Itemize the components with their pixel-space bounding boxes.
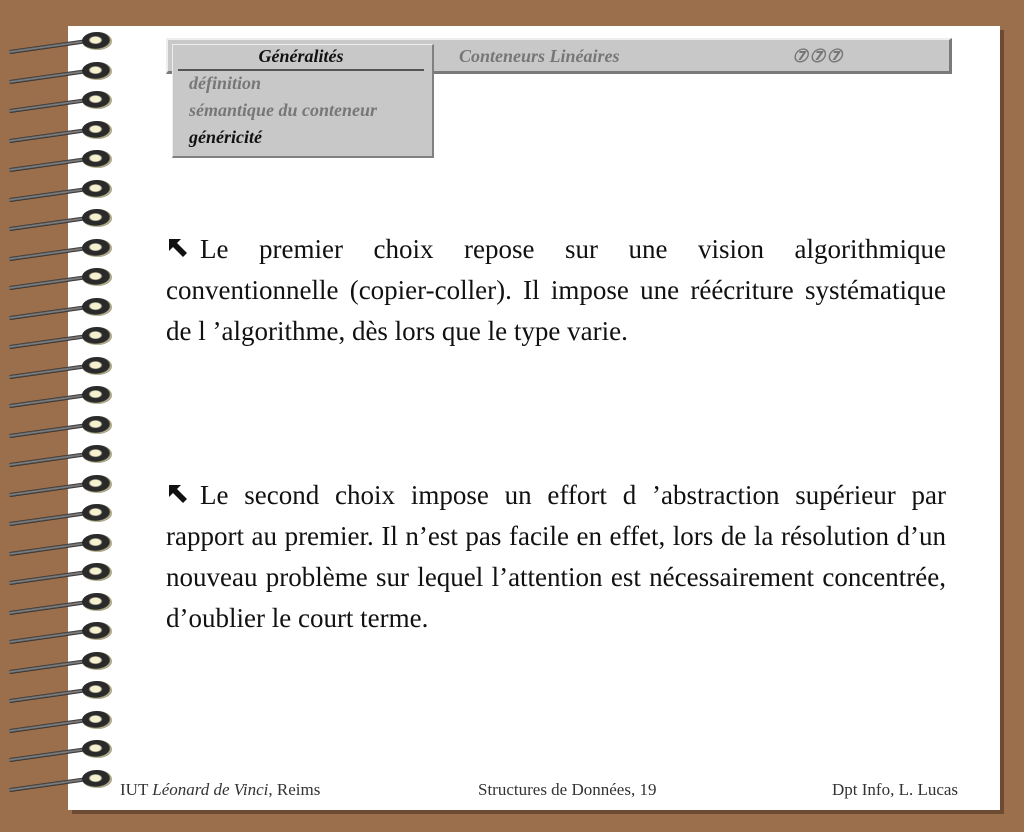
spiral-ring xyxy=(8,709,112,733)
footer-course-page: Structures de Données, 19 xyxy=(478,780,657,799)
spiral-ring xyxy=(8,414,112,438)
paragraph-1 xyxy=(166,229,946,352)
spiral-ring xyxy=(8,237,112,261)
spiral-ring xyxy=(8,443,112,467)
footer-institution-city: , Reims xyxy=(268,780,321,799)
spiral-ring xyxy=(8,384,112,408)
nav-subitem-semantique[interactable]: sémantique du conteneur xyxy=(189,100,378,120)
paragraph-2-text: Le second choix impose un effort d ’abstraction supérieur par rapport au premier. Il n’est pas facile en effet, lors de la résolution d’un nouveau problème sur lequel l’attention est nécessairement concentrée, d’oublier le court terme. xyxy=(166,480,946,633)
spiral-ring xyxy=(8,768,112,792)
spiral-ring xyxy=(8,532,112,556)
nav-symbols[interactable]: ⑦⑦⑦ xyxy=(792,46,844,66)
spiral-ring xyxy=(8,650,112,674)
spiral-ring xyxy=(8,473,112,497)
spiral-ring xyxy=(8,502,112,526)
spiral-ring xyxy=(8,207,112,231)
spiral-ring xyxy=(8,679,112,703)
nav-subitem-genericite[interactable]: généricité xyxy=(189,127,262,147)
footer-institution xyxy=(120,778,320,802)
paragraph-1-text: Le premier choix repose sur une vision algorithmique conventionnelle (copier-coller). Il impose une réécriture systématique de l ’algorithme, dès lors que le type varie. xyxy=(166,234,946,346)
spiral-ring xyxy=(8,266,112,290)
spiral-ring xyxy=(8,620,112,644)
spiral-ring xyxy=(8,60,112,84)
spiral-ring xyxy=(8,325,112,349)
nav-section-conteneurs[interactable]: Conteneurs Linéaires xyxy=(459,46,620,66)
nav-subitem-definition[interactable]: définition xyxy=(189,73,262,93)
spiral-ring xyxy=(8,296,112,320)
north-west-arrow-icon xyxy=(166,236,190,260)
footer-institution-prefix: IUT xyxy=(120,780,153,799)
spiral-ring xyxy=(8,30,112,54)
footer-author: Dpt Info, L. Lucas xyxy=(832,780,959,799)
spiral-ring xyxy=(8,738,112,762)
spiral-ring xyxy=(8,561,112,585)
spiral-ring xyxy=(8,355,112,379)
north-west-arrow-icon xyxy=(166,482,190,506)
footer-institution-name: Léonard de Vinci xyxy=(152,780,269,799)
nav-current-section[interactable]: Généralités xyxy=(178,44,424,71)
spiral-ring xyxy=(8,178,112,202)
paragraph-2 xyxy=(166,475,946,639)
spiral-ring xyxy=(8,119,112,143)
spiral-ring xyxy=(8,148,112,172)
spiral-ring xyxy=(8,591,112,615)
spiral-ring xyxy=(8,89,112,113)
spiral-binding xyxy=(0,30,120,800)
